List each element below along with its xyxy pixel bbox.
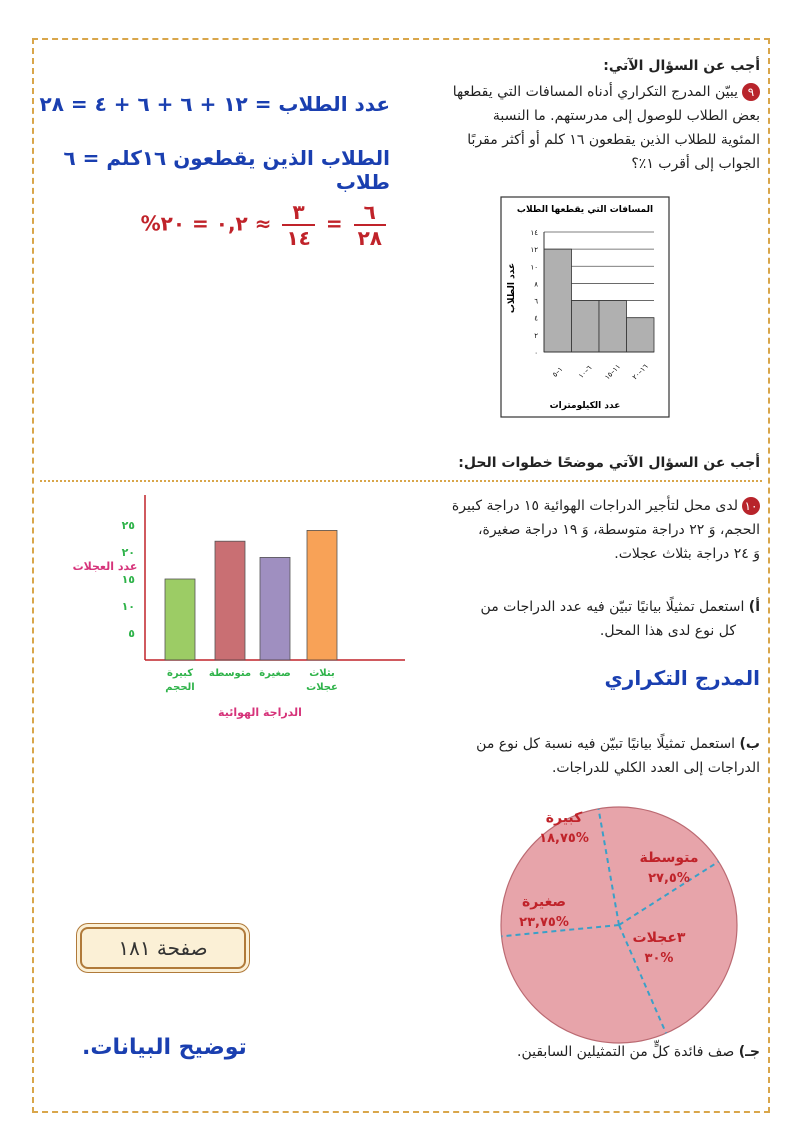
bike-ytick: ٢٠: [121, 546, 135, 559]
pie-chart-bicycles: [494, 800, 744, 1050]
q9-answer-line3: $\frac{٦}{٢٨}$ = $\frac{٣}{١٤}$ ≈ ٠,٢ = ٢٠%: [30, 200, 390, 250]
q9-text: [400, 80, 760, 176]
bike-category-label: الحجم: [165, 682, 195, 693]
hist-bar: [572, 301, 600, 352]
part-c-text: صف فائدة كلٍّ من التمثيلين السابقين.: [517, 1044, 735, 1060]
q10-line-1: الحجم، وَ ٢٢ دراجة متوسطة، وَ ١٩ دراجة صغيرة،: [477, 522, 760, 538]
bike-xlabel: الدراجة الهوائية: [218, 706, 302, 719]
section-divider: [40, 480, 762, 482]
hist-ytick: ١٠: [530, 263, 538, 272]
hist-xlabel: عدد الكيلومترات: [549, 401, 621, 411]
hist-title: المسافات التي يقطعها الطلاب: [516, 205, 654, 215]
bike-ytick: ٥: [128, 627, 135, 640]
hist-ytick: ٨: [534, 280, 538, 289]
q10-part-a: [410, 595, 760, 643]
hist-ytick: ٦: [534, 297, 538, 306]
hist-bar: [544, 249, 572, 352]
part-b-line-1: الدراجات إلى العدد الكلي للدراجات.: [551, 760, 760, 776]
pie-slice-label: صغيرة: [521, 894, 567, 910]
hist-ytick: ١٢: [530, 246, 538, 255]
q9-answer-line1: عدد الطلاب = ١٢ + ٦ + ٦ + ٤ = ٢٨: [39, 92, 390, 116]
bike-ytick: ٢٥: [121, 519, 135, 532]
frac-6-28: $\frac{٦}{٢٨}$: [354, 200, 386, 250]
bike-category-label: عجلات: [306, 682, 338, 693]
pie-slice-label: متوسطة: [639, 850, 699, 866]
part-a-answer: المدرج التكراري: [604, 666, 760, 690]
bike-bar: [165, 579, 195, 660]
bike-category-label: متوسطة: [208, 668, 252, 679]
bike-bar: [307, 530, 337, 660]
pie-slice-value: ٢٣,٧٥%: [519, 915, 569, 930]
q9-line-1: بعض الطلاب للوصول إلى مدرستهم. ما النسبة: [492, 108, 760, 124]
q10-header: أجب عن السؤال الآتي موضحًا خطوات الحل:: [458, 455, 760, 471]
q9-line-0: يبيّن المدرج التكراري أدناه المسافات التي يقطعها: [452, 84, 738, 100]
bike-category-label: كبيرة: [166, 668, 194, 679]
frac-3-14: $\frac{٣}{١٤}$: [282, 200, 314, 250]
hist-ytick: ٢: [534, 331, 538, 340]
part-b-line-0: استعمل تمثيلًا بيانيًا تبيّن فيه نسبة كل نوع من: [476, 736, 736, 752]
pie-slice-value: ٣٠%: [644, 951, 674, 966]
part-b-label: ب): [739, 736, 760, 752]
hist-xtick: ١٦–٢٠: [630, 362, 650, 382]
part-a-line-0: استعمل تمثيلًا بيانيًا تبيّن فيه عدد الدراجات من: [480, 599, 745, 615]
q9-number: ٩: [742, 83, 760, 101]
q9-answer-tail: ≈ ٠,٢ = ٢٠%: [140, 211, 272, 236]
part-a-label: أ): [748, 599, 760, 615]
hist-xtick: ١–٥: [551, 365, 565, 379]
q9-line-2: المئوية للطلاب الذين يقطعون ١٦ كلم أو أكثر مقربًا: [467, 132, 760, 148]
q9-header: أجب عن السؤال الآتي:: [603, 58, 760, 74]
q10-line-0: لدى محل لتأجير الدراجات الهوائية ١٥ دراجة كبيرة: [451, 498, 738, 514]
bike-ytick: ١٠: [121, 600, 135, 613]
q10-part-b: [390, 732, 760, 780]
bike-ytick: ١٥: [121, 573, 135, 586]
bar-chart-bicycles: [50, 490, 410, 730]
q10-number: ١٠: [742, 497, 760, 515]
bike-ylabel: عدد العجلات: [72, 560, 138, 573]
pie-slice-label: ٣عجلات: [632, 930, 686, 946]
part-c-label: جـ): [738, 1044, 760, 1060]
q9-line-3: الجواب إلى أقرب ١٪؟: [631, 156, 760, 172]
footer-title: توضيح البيانات.: [82, 1035, 247, 1060]
pie-slice-value: ١٨,٧٥%: [539, 831, 589, 846]
bike-bar: [260, 557, 290, 660]
hist-ytick: ٤: [534, 314, 538, 323]
page-number-box: صفحة ١٨١: [80, 927, 246, 969]
bike-category-label: صغيرة: [259, 668, 291, 679]
hist-ytick: ٠: [534, 349, 538, 357]
q9-answer-line2: الطلاب الذين يقطعون ١٦كلم = ٦ طلاب: [63, 146, 390, 194]
bike-category-label: بثلاث: [309, 668, 335, 679]
pie-slice-label: كبيرة: [545, 810, 583, 826]
part-a-line-1: كل نوع لدى هذا المحل.: [599, 623, 736, 639]
hist-bar: [627, 318, 655, 352]
hist-ylabel: عدد الطلاب: [507, 262, 517, 314]
hist-xtick: ٦–١٠: [577, 363, 594, 381]
hist-ytick: ١٤: [530, 229, 538, 237]
q10-text: [400, 494, 760, 566]
pie-slice-value: ٢٧,٥%: [648, 871, 690, 886]
bike-bar: [215, 541, 245, 660]
hist-bar: [599, 301, 627, 352]
histogram-distances: [500, 196, 670, 418]
hist-xtick: ١١–١٥: [603, 362, 623, 382]
q10-line-2: وَ ٢٤ دراجة بثلاث عجلات.: [614, 546, 760, 562]
